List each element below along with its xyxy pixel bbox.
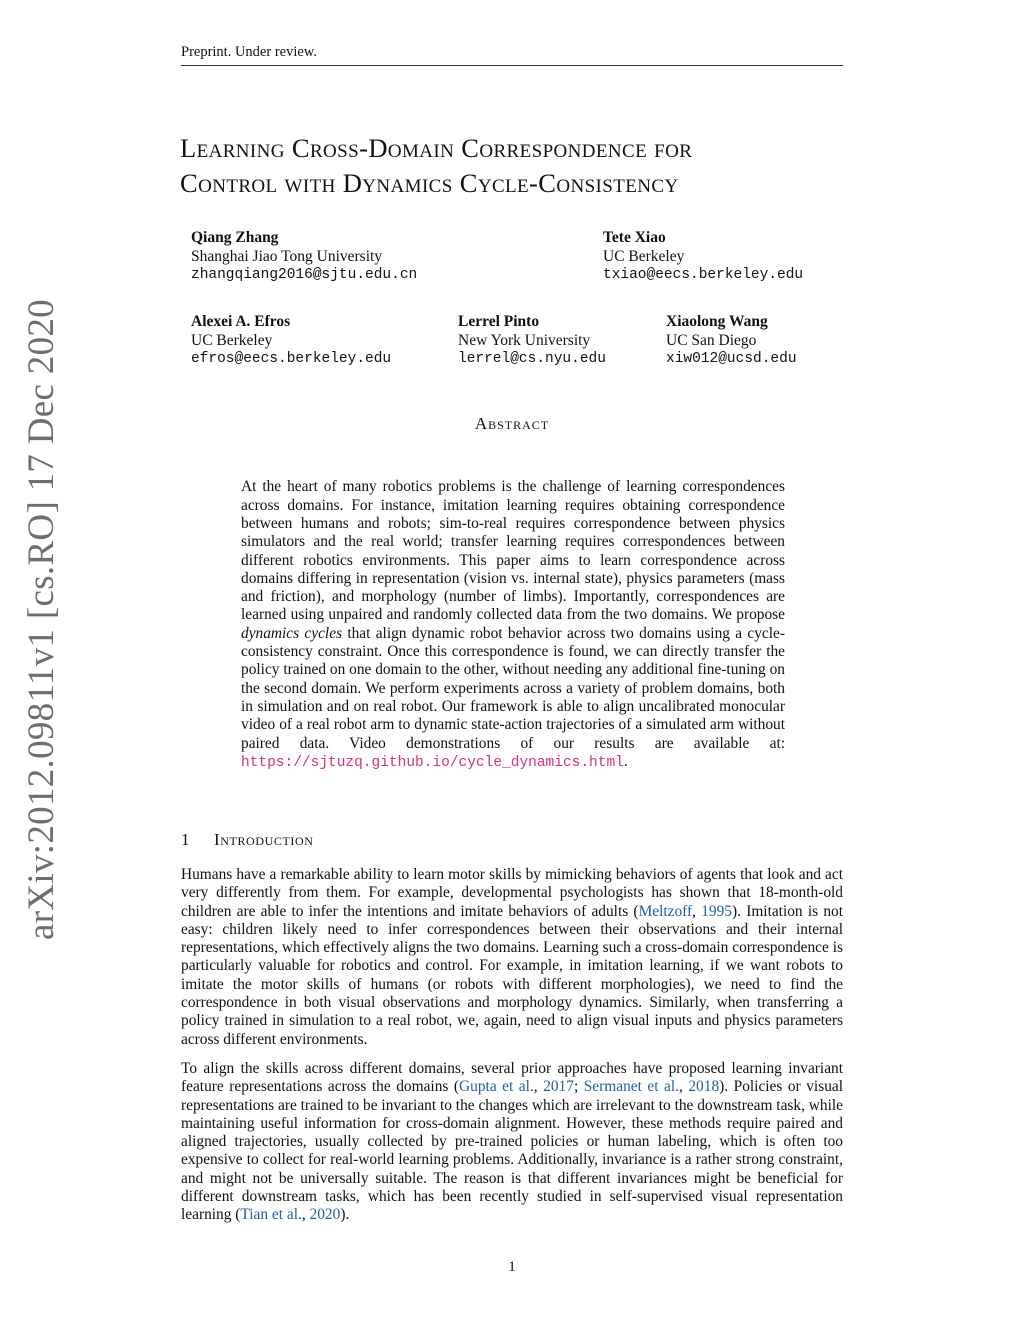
title-line-2: Control with Dynamics Cycle-Consistency [180,168,679,198]
citation-link[interactable]: Meltzoff [638,902,693,920]
abstract-text: that align dynamic robot behavior across two domains using a cycle-consistency constraint. Once this correspondence is found, we can directly transfer the policy trained on one domain to the other, without needing any additional fine-tuning on the second domain. We perform experiments across a variety of problem domains, both in simulation and on real robot. Our framework is able to align uncalibrated monocular video of a real robot arm to dynamic state-action trajectories of a simulated arm without paired data. Video demonstrations of our results are available at: [241,624,785,752]
author-email[interactable]: efros@eecs.berkeley.edu [191,351,392,367]
citation-link[interactable]: Gupta et al. [459,1078,534,1096]
citation-link[interactable]: 2020 [309,1206,341,1224]
abstract-text: At the heart of many robotics problems is the challenge of learning correspondences across domains. For instance, imitation learning requires obtaining correspondence between humans and robots; sim-to-real requires correspondence between physics simulators and the real world; transfer learning requires correspondences between different robotics environments. This paper aims to learn correspondence across domains differing in representation (vision vs. internal state), physics parameters (mass and friction), and morphology (number of limbs). Importantly, correspondences are learned using unpaired and randomly collected data from the two domains. We propose [241,478,785,624]
author-affiliation: Shanghai Jiao Tong University [191,248,383,265]
author-block [666,312,797,369]
author-block [191,312,391,369]
author-affiliation: UC Berkeley [603,248,685,265]
arxiv-stamp: arXiv:2012.09811v1 [cs.RO] 17 Dec 2020 [21,299,62,940]
abstract-heading: Abstract [474,414,550,433]
citation-sep: ; [573,1078,584,1096]
author-block [603,228,803,285]
author-name: Tete Xiao [603,229,666,246]
title-line-1: Learning Cross-Domain Correspondence for [180,133,693,163]
section-title: Introduction [214,830,314,849]
author-name: Alexei A. Efros [191,313,291,330]
citation-sep: , [301,1206,310,1224]
intro-paragraph-1 [181,866,843,1049]
citation-sep: , [678,1078,689,1096]
running-header: Preprint. Under review. [181,44,317,60]
page-number: 1 [508,1259,516,1275]
author-email[interactable]: txiao@eecs.berkeley.edu [603,267,804,283]
citation-sep: , [533,1078,544,1096]
author-email[interactable]: zhangqiang2016@sjtu.edu.cn [191,267,418,283]
author-name: Lerrel Pinto [458,313,540,330]
author-affiliation: UC Berkeley [191,332,273,349]
project-url-link[interactable]: https://sjtuzq.github.io/cycle_dynamics.html [241,754,624,771]
author-email[interactable]: xiw012@ucsd.edu [666,351,797,367]
citation-link[interactable]: Sermanet et al. [583,1078,679,1096]
author-affiliation: New York University [458,332,591,349]
paragraph-text: To align the skills across different domains, several prior approaches have proposed learning invariant feature representations across the domains ( [181,1060,843,1096]
paragraph-text: ). Imitation is not easy: children likely need to infer correspondences between their observations and their internal representations, which effectively aligns the two domains. Learning such a cross-domain correspondence is particularly valuable for robotics and control. For example, in imitation learning, if we want robots to imitate the motor skills of humans (or robots with different morphologies), we need to find the correspondence in both visual observations and morphology dynamics. Similarly, when transferring a policy trained in simulation to a real robot, we, again, need to align visual inputs and physics parameters across different environments. [181,902,843,1048]
section-heading [181,830,314,850]
paragraph-text: Humans have a remarkable ability to learn motor skills by mimicking behaviors of agents that look and act very differently from them. For example, developmental psychologists has shown that 18-month-old children are able to infer the intentions and imitate behaviors of adults ( [181,866,843,920]
author-name: Qiang Zhang [191,229,279,246]
citation-sep: , [692,902,702,920]
citation-link[interactable]: Tian et al. [240,1206,302,1224]
author-affiliation: UC San Diego [666,332,757,349]
author-block [458,312,606,369]
author-email[interactable]: lerrel@cs.nyu.edu [458,351,606,367]
paragraph-text: ). [340,1206,350,1224]
citation-link[interactable]: 1995 [701,902,732,920]
abstract-end: . [623,752,628,770]
paper-title [180,131,850,201]
paragraph-text: ). Policies or visual representations are trained to be invariant to the changes which are irrelevant to the downstream task, while maintaining useful information for cross-domain alignment. However, these methods require paired and aligned trajectories, usually collected by pre-trained policies or human labeling, which is often too expensive to collect for real-world learning problems. Additionally, invariance is a rather strong constraint, and might not be universally suitable. The reason is that different invariances might be beneficial for different downstream tasks, which has been recently studied in self-supervised visual representation learning ( [181,1078,843,1224]
header-rule [181,65,843,66]
citation-link[interactable]: 2017 [543,1078,574,1096]
abstract-body [241,478,785,772]
citation-link[interactable]: 2018 [688,1078,720,1096]
intro-paragraph-2 [181,1060,843,1225]
section-number: 1 [181,830,191,849]
abstract-emphasis: dynamics cycles [241,624,343,642]
author-block [191,228,417,285]
author-name: Xiaolong Wang [666,313,768,330]
